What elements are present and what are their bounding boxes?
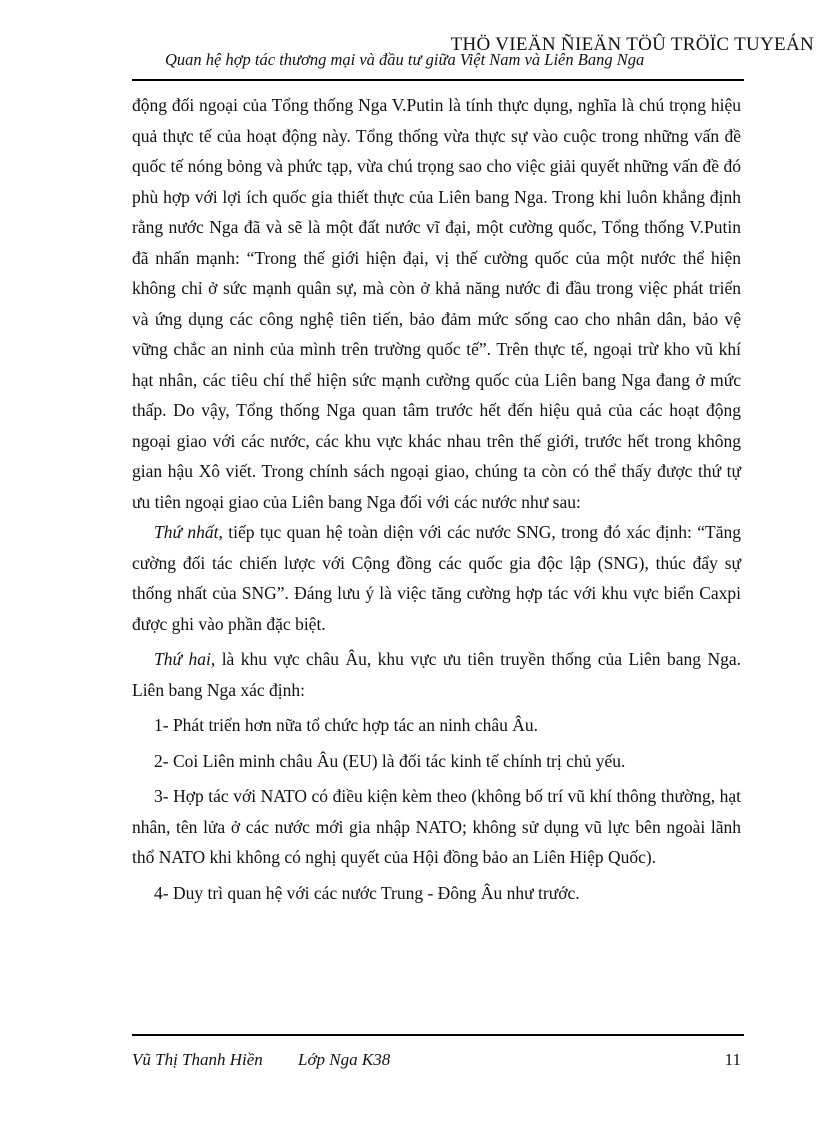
running-header-title: Quan hệ hợp tác thương mại và đầu tư giữa Việt Nam và Liên Bang Nga (165, 50, 645, 69)
footer-author: Vũ Thị Thanh Hiền (132, 1050, 263, 1069)
page-number: 11 (724, 1050, 741, 1069)
second-priority-lead: Thứ hai (154, 649, 211, 669)
header-divider (132, 79, 744, 81)
footer-class: Lớp Nga K38 (298, 1050, 391, 1069)
first-priority-text: , tiếp tục quan hệ toàn diện với các nước SNG, trong đó xác định: “Tăng cường đối tác chiến lược với Cộng đồng các quốc gia độc lập (SNG), thúc đẩy sự thống nhất của SNG”. Đáng lưu ý là việc tăng cường hợp tác với khu vực biển Caxpi được ghi vào phần đặc biệt. (132, 522, 741, 634)
paragraph-intro: động đối ngoại của Tổng thống Nga V.Putin là tính thực dụng, nghĩa là chú trọng hiệu quả thực tế của hoạt động này. Tổng thống vừa thực sự vào cuộc trong những vấn đề quốc tế nóng bỏng và phức tạp, vừa chú trọng sao cho việc giải quyết những vấn đề đó phù hợp với lợi ích quốc gia thiết thực của Liên bang Nga. Trong khi luôn khẳng định rằng nước Nga đã và sẽ là một đất nước vĩ đại, một cường quốc, Tổng thống V.Putin đã nhấn mạnh: “Trong thế giới hiện đại, vị thế cường quốc của một nước thể hiện không chỉ ở sức mạnh quân sự, mà còn ở khả năng nước đi đầu trong việc phát triển và ứng dụng các công nghệ tiên tiến, bảo đảm mức sống cao cho nhân dân, bảo vệ vững chắc an ninh của mình trên trường quốc tế”. Trên thực tế, ngoại trừ kho vũ khí hạt nhân, các tiêu chí thể hiện sức mạnh cường quốc của Liên bang Nga đang ở mức thấp. Do vậy, Tổng thống Nga quan tâm trước hết đến hiệu quả của các hoạt động ngoại giao với các nước, các khu vực khác nhau trên thế giới, trước hết trong không gian hậu Xô viết. Trong chính sách ngoại giao, chúng ta còn có thể thấy được thứ tự ưu tiên ngoại giao của Liên bang Nga đối với các nước như sau: (132, 95, 741, 512)
footer-divider (132, 1034, 744, 1036)
second-priority-text: , là khu vực châu Âu, khu vực ưu tiên truyền thống của Liên bang Nga. Liên bang Nga xác định: (132, 649, 741, 700)
library-watermark: THÖ VIEÄN ÑIEÄN TÖÛ TRÖÏC TUYEÁN (450, 34, 814, 55)
list-item-2: 2- Coi Liên minh châu Âu (EU) là đối tác kinh tế chính trị chủ yếu. (154, 750, 626, 771)
list-item-4: 4- Duy trì quan hệ với các nước Trung - Đông Âu như trước. (154, 882, 580, 903)
page-body (132, 90, 741, 908)
list-item-1: 1- Phát triển hơn nữa tổ chức hợp tác an ninh châu Âu. (154, 715, 538, 735)
paragraph-first-priority (132, 517, 741, 639)
first-priority-lead: Thứ nhất (154, 522, 219, 542)
list-item-3: 3- Hợp tác với NATO có điều kiện kèm theo (không bố trí vũ khí thông thường, hạt nhân, tên lửa ở các nước mới gia nhập NATO; không sử dụng vũ lực bên ngoài lãnh thổ NATO khi không có nghị quyết của Hội đồng bảo an Liên Hiệp Quốc). (132, 786, 741, 867)
paragraph-second-priority (132, 644, 741, 705)
